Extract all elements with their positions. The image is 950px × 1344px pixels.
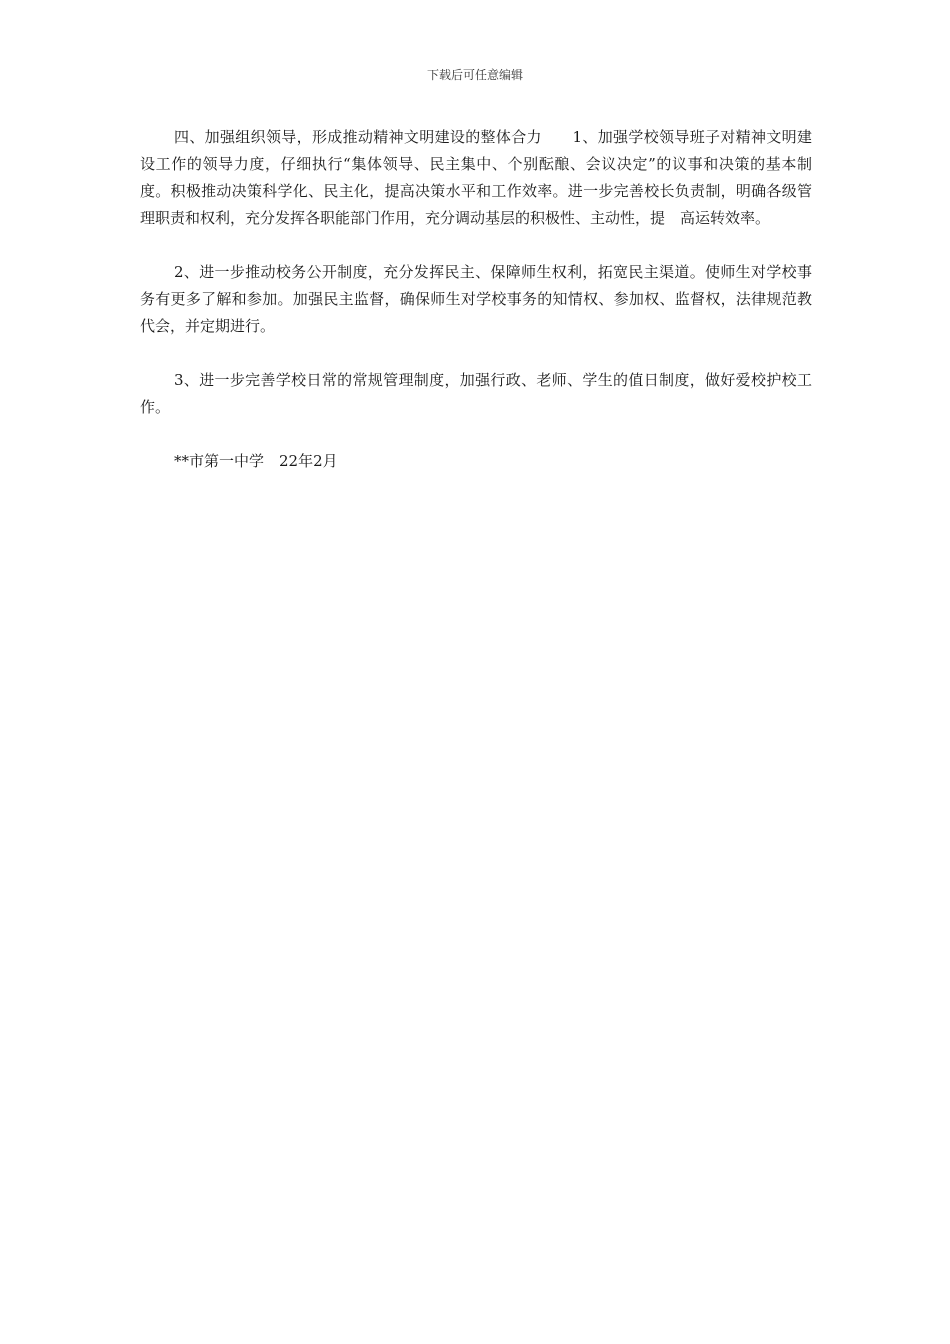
paragraph-item-three: 3、进一步完善学校日常的常规管理制度，加强行政、老师、学生的值日制度，做好爱校护校工作。 [140,371,812,416]
page-header-note: 下载后可任意编辑 [426,68,523,82]
document-body [140,124,812,475]
paragraph-item-two: 2、进一步推动校务公开制度，充分发挥民主、保障师生权利，拓宽民主渠道。使师生对学校事务有更多了解和参加。加强民主监督，确保师生对学校事务的知情权、参加权、监督权，法律规范教代会，并定期进行。 [140,263,812,335]
signature-line: **市第一中学 22年2月 [174,452,338,470]
paragraph-section-four: 四、加强组织领导，形成推动精神文明建设的整体合力 1、加强学校领导班子对精神文明建设工作的领导力度，仔细执行“集体领导、民主集中、个别酝酿、会议决定”的议事和决策的基本制度。积极推动决策科学化、民主化，提高决策水平和工作效率。进一步完善校长负责制，明确各级管理职责和权利，充分发挥各职能部门作用，充分调动基层的积极性、主动性，提 高运转效率。 [140,128,812,227]
